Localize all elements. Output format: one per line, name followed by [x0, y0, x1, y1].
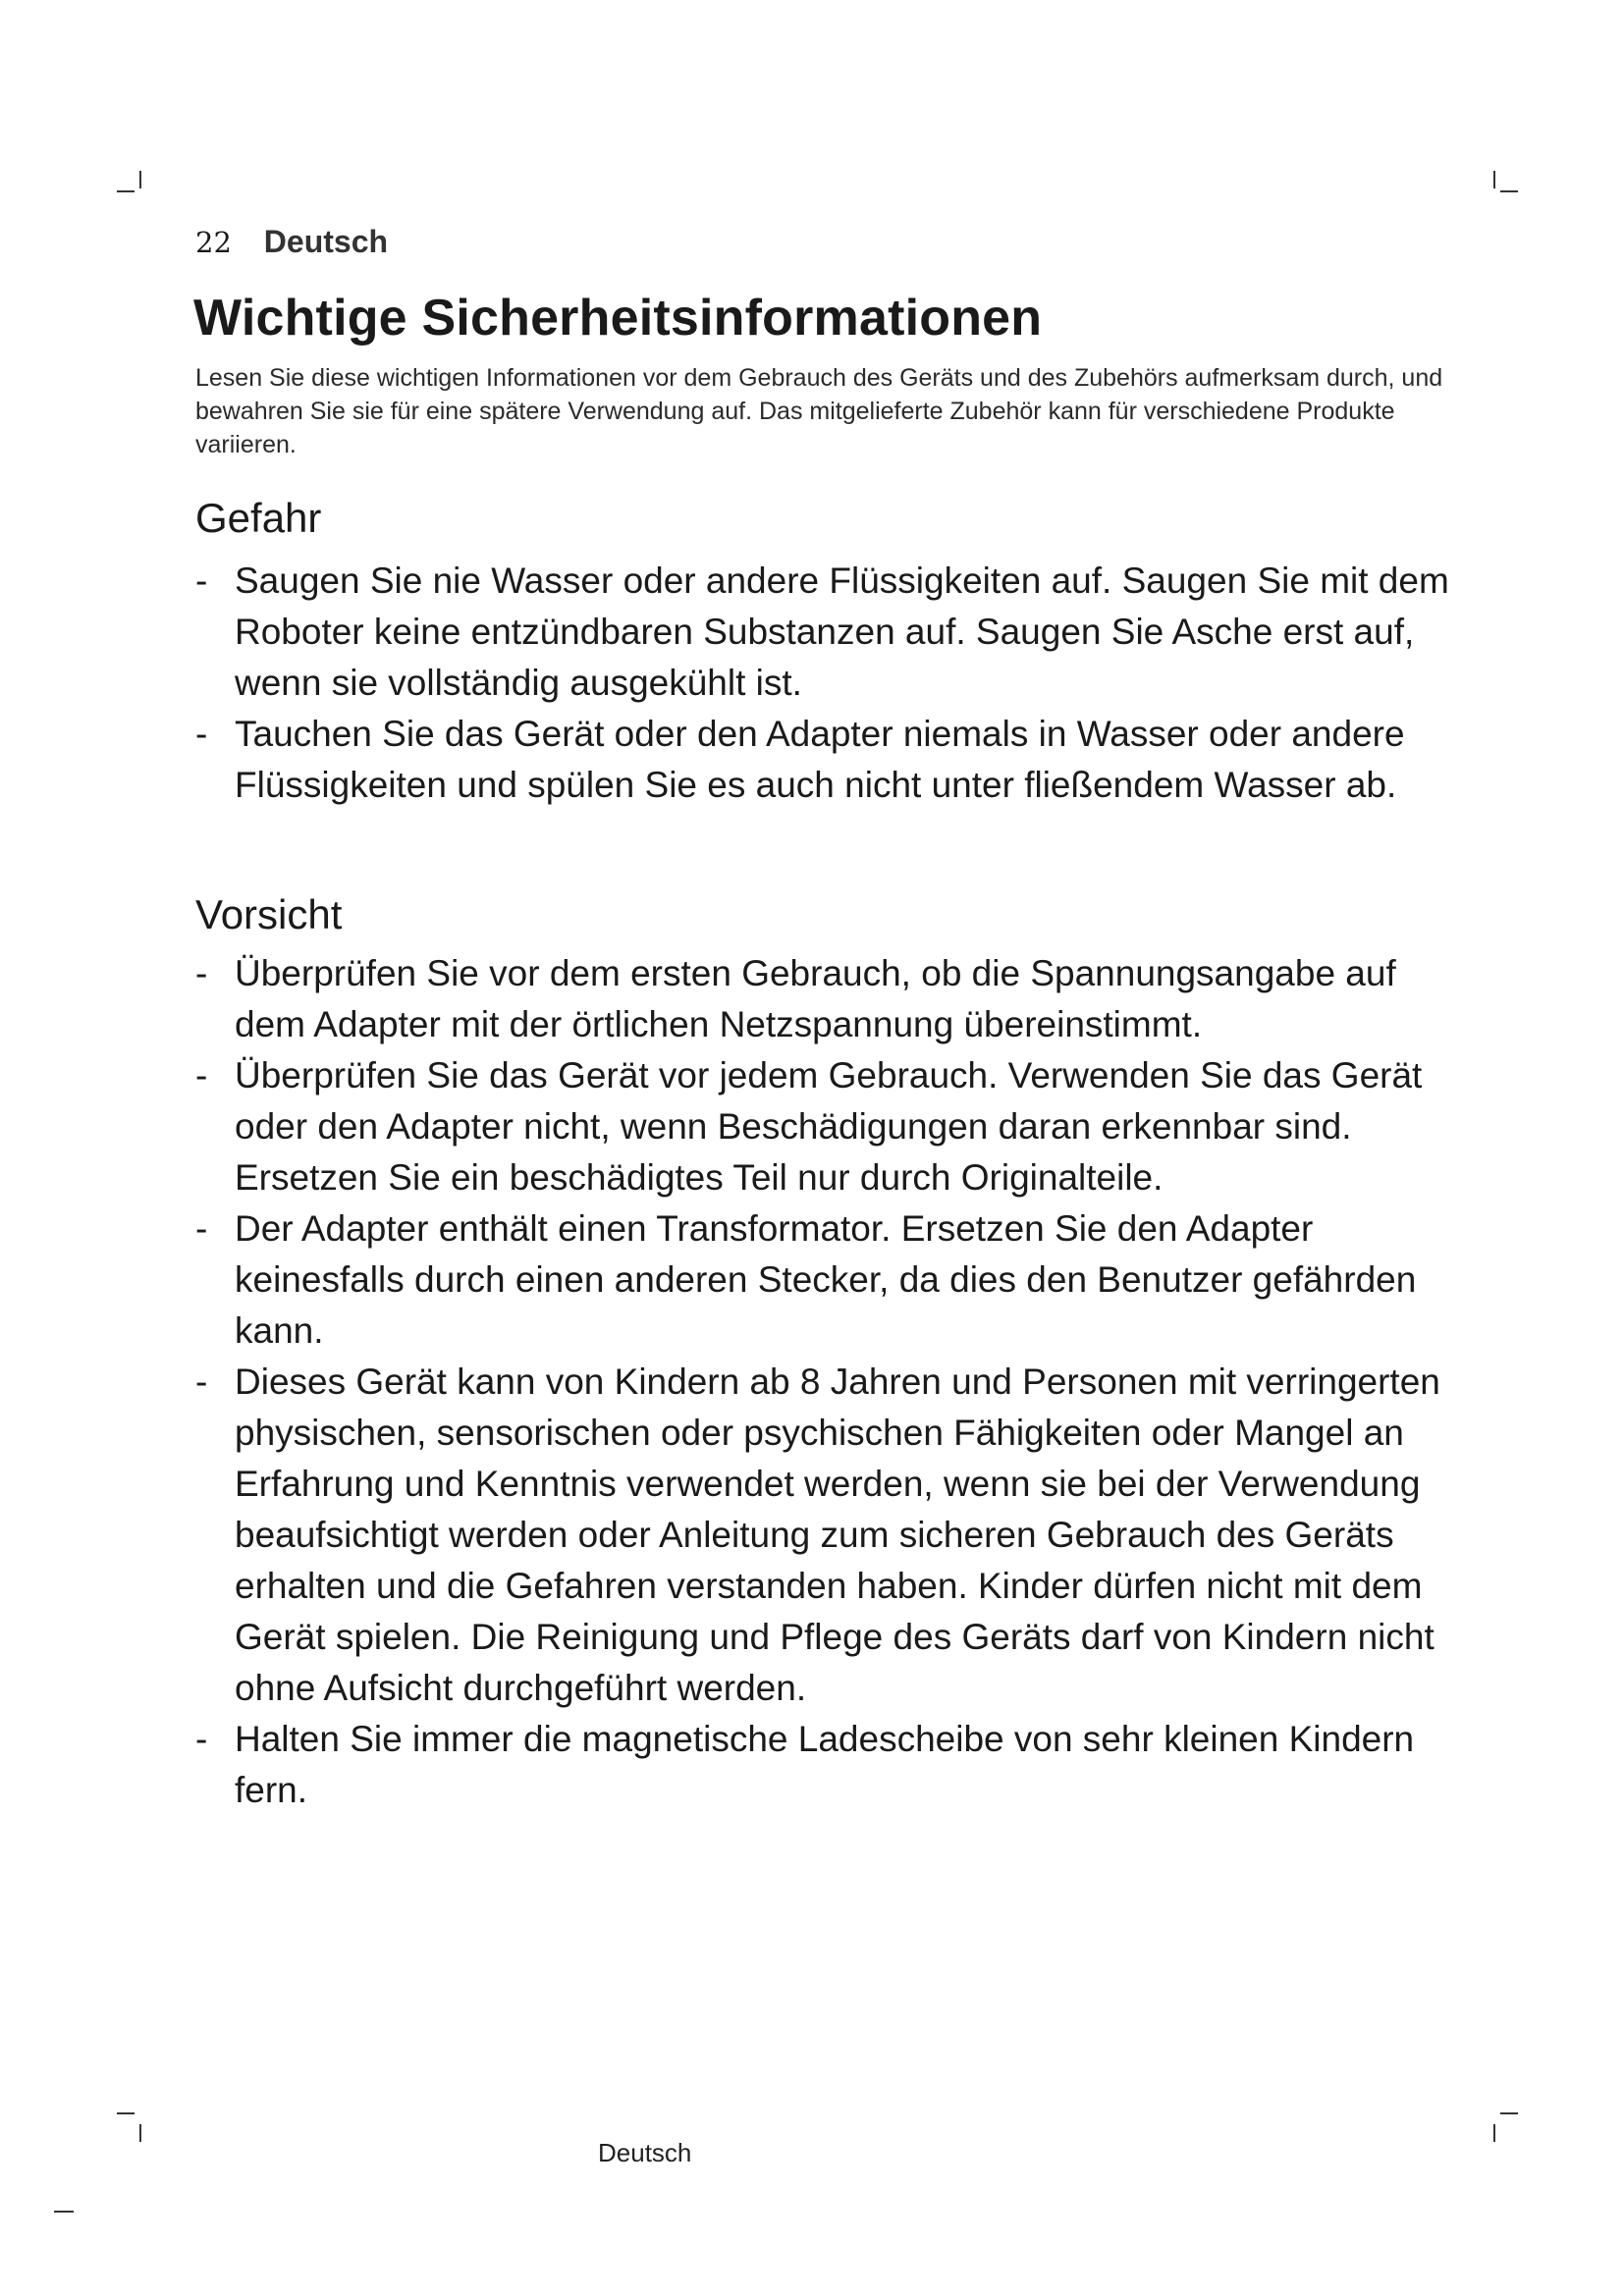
list-item	[195, 1357, 1472, 1714]
dash-bullet: -	[195, 714, 208, 754]
section-heading-vorsicht: Vorsicht	[195, 891, 343, 937]
list-item-text: Überprüfen Sie das Gerät vor jedem Gebrauch. Verwenden Sie das Gerät oder den Adapter nicht, wenn Beschädigungen daran erkennbar sind. Ersetzen Sie ein beschädigtes Teil nur durch Originalteile.	[235, 1055, 1423, 1198]
crop-mark-top-right-h	[1500, 190, 1518, 192]
page-header	[195, 224, 388, 260]
list-item-text: Saugen Sie nie Wasser oder andere Flüssigkeiten auf. Saugen Sie mit dem Roboter keine entzündbaren Substanzen auf. Saugen Sie Asche erst auf, wenn sie vollständig ausgekühlt ist.	[235, 561, 1449, 703]
list-item	[195, 1714, 1472, 1816]
dash-bullet: -	[195, 1055, 208, 1095]
gefahr-list	[195, 556, 1472, 811]
dash-bullet: -	[195, 561, 208, 601]
crop-mark-top-left-h	[117, 190, 135, 192]
section-heading-gefahr: Gefahr	[195, 495, 322, 541]
list-item-text: Dieses Gerät kann von Kindern ab 8 Jahren und Personen mit verringerten physischen, sensorischen oder psychischen Fähigkeiten oder Mangel an Erfahrung und Kenntnis verwendet werden, wenn sie bei der Verwendung beaufsichtigt werden oder Anleitung zum sicheren Gebrauch des Geräts erhalten und die Gefahren verstanden haben. Kinder dürfen nicht mit dem Gerät spielen. Die Reinigung und Pflege des Geräts darf von Kindern nicht ohne Aufsicht durchgeführt werden.	[235, 1362, 1440, 1708]
list-item	[195, 1050, 1472, 1203]
list-item-text: Tauchen Sie das Gerät oder den Adapter niemals in Wasser oder andere Flüssigkeiten und spülen Sie es auch nicht unter fließendem Wasser ab.	[235, 714, 1405, 805]
intro-paragraph: Lesen Sie diese wichtigen Informationen vor dem Gebrauch des Geräts und des Zubehörs aufmerksam durch, und bewahren Sie sie für eine spätere Verwendung auf. Das mitgelieferte Zubehör kann für verschiedene Produkte variieren.	[195, 364, 1443, 458]
list-item-text: Halten Sie immer die magnetische Ladescheibe von sehr kleinen Kindern fern.	[235, 1719, 1415, 1810]
header-language: Deutsch	[263, 224, 389, 259]
crop-mark-bottom-left-v	[139, 2124, 141, 2142]
list-item	[195, 709, 1472, 811]
dash-bullet: -	[195, 1362, 208, 1402]
crop-mark-bottom-right-h	[1500, 2112, 1518, 2114]
dash-bullet: -	[195, 1208, 208, 1249]
crop-mark-top-left-v	[139, 171, 141, 188]
list-item-text: Der Adapter enthält einen Transformator. Ersetzen Sie den Adapter keinesfalls durch einen anderen Stecker, da dies den Benutzer gefährden kann.	[235, 1208, 1417, 1351]
dash-bullet: -	[195, 953, 208, 993]
crop-mark-top-right-v	[1493, 171, 1495, 188]
list-item-text: Überprüfen Sie vor dem ersten Gebrauch, ob die Spannungsangabe auf dem Adapter mit der örtlichen Netzspannung übereinstimmt.	[235, 953, 1396, 1044]
vorsicht-list	[195, 948, 1472, 1816]
crop-mark-bottom-extra	[54, 2211, 74, 2213]
list-item	[195, 556, 1472, 709]
list-item	[195, 948, 1472, 1050]
page-footer: Deutsch	[598, 2138, 692, 2167]
crop-mark-bottom-left-h	[117, 2112, 135, 2114]
dash-bullet: -	[195, 1719, 208, 1759]
list-item	[195, 1203, 1472, 1357]
page-title: Wichtige Sicherheitsinformationen	[193, 290, 1043, 347]
crop-mark-bottom-right-v	[1493, 2124, 1495, 2142]
page-number: 22	[195, 226, 232, 259]
